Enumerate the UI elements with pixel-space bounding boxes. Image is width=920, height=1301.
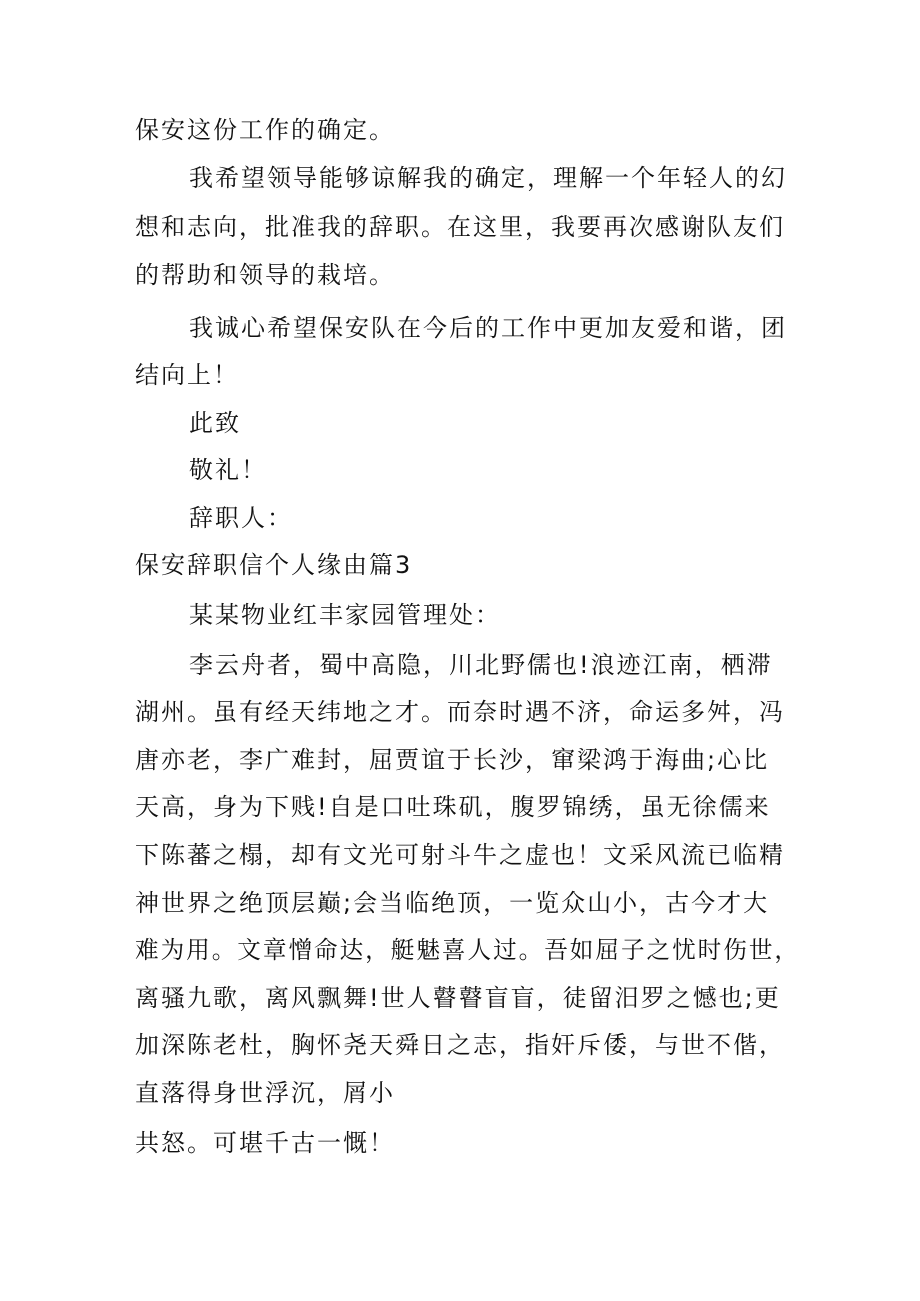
text-line: 唐亦老，李广难封，屈贾谊于长沙，窜梁鸿于海曲;心比 (135, 746, 770, 774)
text-line: 李云舟者，蜀中高隐，川北野儒也!浪迹江南，栖滞 (189, 651, 773, 679)
text-line: 敬礼！ (189, 456, 267, 484)
text-line: 下陈蕃之榻，却有文光可射斗牛之虚也！文采风流已临精 (135, 841, 785, 869)
text-line: 离骚九歌，离风飘舞!世人瞽瞽盲盲，徒留汨罗之憾也;更 (135, 984, 781, 1012)
text-line: 湖州。虽有经天纬地之才。而奈时遇不济，命运多舛，冯 (135, 698, 785, 726)
text-line: 保安这份工作的确定。 (135, 116, 395, 144)
section-heading: 保安辞职信个人缘由篇3 (135, 551, 413, 579)
text-line: 神世界之绝顶层巅;会当临绝顶，一览众山小，古今才大 (135, 889, 770, 917)
text-line: 某某物业红丰家园管理处： (189, 601, 501, 629)
text-line: 直落得身世浮沉，屑小 (135, 1079, 395, 1107)
text-line: 想和志向，批准我的辞职。在这里，我要再次感谢队友们 (135, 213, 785, 241)
text-line: 我诚心希望保安队在今后的工作中更加友爱和谐，团 (189, 314, 787, 342)
text-line: 天高，身为下贱!自是口吐珠矶，腹罗锦绣，虽无徐儒来 (135, 793, 771, 821)
text-line: 加深陈老杜，胸怀尧天舜日之志，指奸斥倭，与世不偕， (135, 1031, 785, 1059)
text-line: 难为用。文章憎命达，艇魅喜人过。吾如屈子之忧时伤世， (135, 936, 800, 964)
text-line: 共怒。可堪千古一慨！ (135, 1129, 395, 1157)
text-line: 的帮助和领导的栽培。 (135, 261, 395, 289)
text-line: 结向上！ (135, 361, 239, 389)
text-line: 我希望领导能够谅解我的确定，理解一个年轻人的幻 (189, 164, 787, 192)
text-line: 辞职人： (189, 504, 293, 532)
text-line: 此致 (189, 409, 241, 437)
